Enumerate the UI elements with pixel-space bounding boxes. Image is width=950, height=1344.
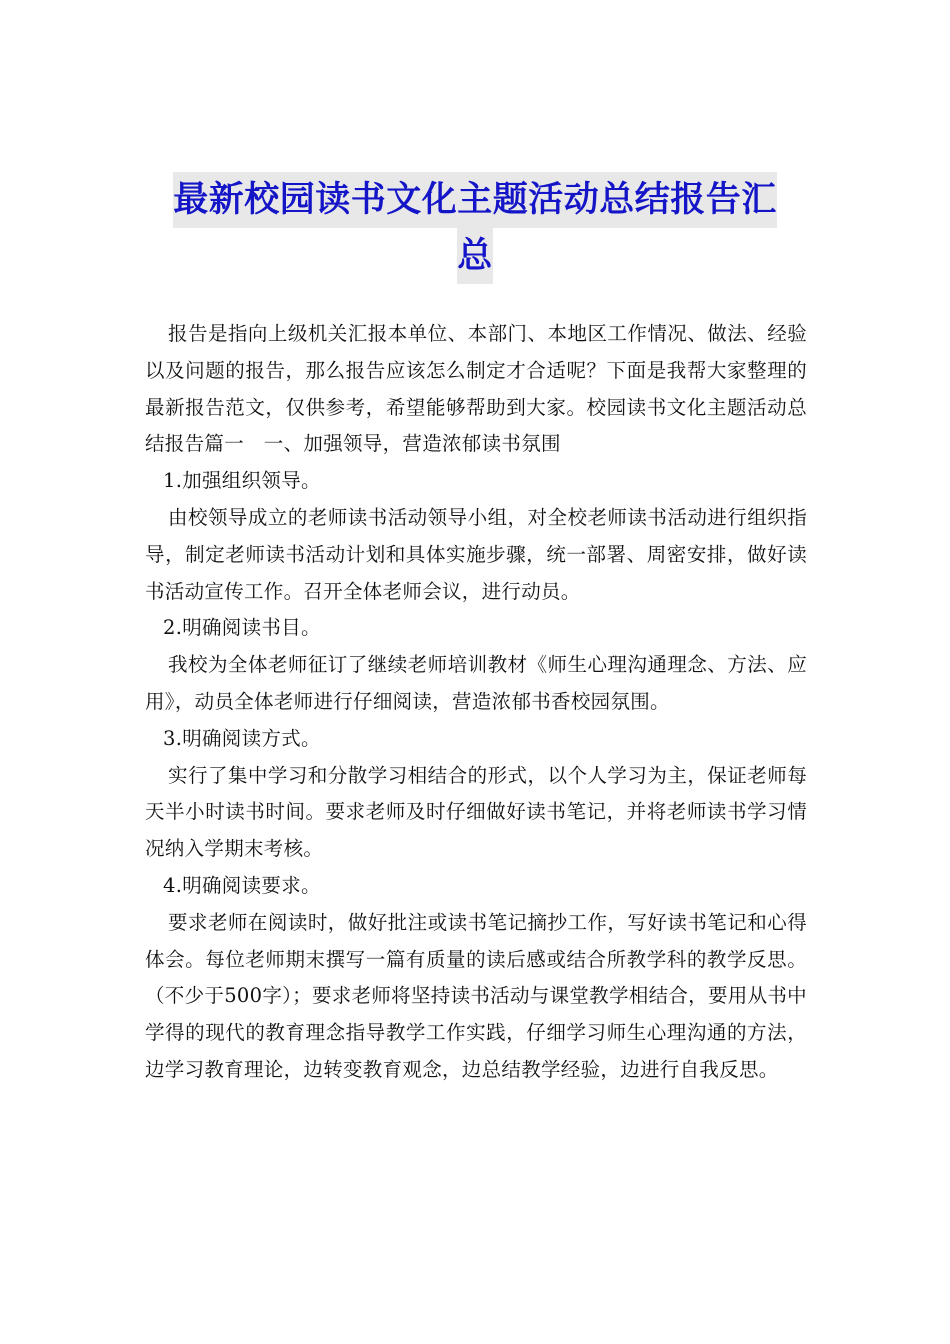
title-line-2: 总 (457, 228, 493, 284)
body-paragraph-4: 要求老师在阅读时，做好批注或读书笔记摘抄工作，写好读书笔记和心得体会。每位老师期末撰写一篇有质量的读后感或结合所教学科的教学反思。（不少于500字）；要求老师将坚持读书活动与课堂教学相结合，要用从书中学得的现代的教育理念指导教学工作实践，仔细学习师生心理沟通的方法，边学习教育理论，边转变教育观念，边总结教学经验，边进行自我反思。 (145, 910, 807, 1081)
document-body (145, 316, 807, 1089)
body-paragraph-1: 由校领导成立的老师读书活动领导小组，对全校老师读书活动进行组织指导，制定老师读书活动计划和具体实施步骤，统一部署、周密安排，做好读书活动宣传工作。召开全体老师会议，进行动员。 (145, 505, 807, 603)
intro-paragraph: 报告是指向上级机关汇报本单位、本部门、本地区工作情况、做法、经验以及问题的报告，那么报告应该怎么制定才合适呢？下面是我帮大家整理的最新报告范文，仅供参考，希望能够帮助到大家。校园读书文化主题活动总结报告篇一 一、加强领导，营造浓郁读书氛围 (145, 322, 807, 456)
item-heading-2: 2.明确阅读书目。 (163, 616, 321, 640)
body-paragraph-2: 我校为全体老师征订了继续老师培训教材《师生心理沟通理念、方法、应用》，动员全体老师进行仔细阅读，营造浓郁书香校园氛围。 (145, 653, 807, 713)
item-heading-3: 3.明确阅读方式。 (163, 726, 321, 750)
item-heading-4: 4.明确阅读要求。 (163, 873, 321, 897)
body-paragraph-3: 实行了集中学习和分散学习相结合的形式，以个人学习为主，保证老师每天半小时读书时间。要求老师及时仔细做好读书笔记，并将老师读书学习情况纳入学期末考核。 (145, 763, 807, 861)
document-title (140, 172, 810, 284)
title-line-1: 最新校园读书文化主题活动总结报告汇 (173, 172, 777, 228)
item-heading-1: 1.加强组织领导。 (163, 469, 321, 493)
